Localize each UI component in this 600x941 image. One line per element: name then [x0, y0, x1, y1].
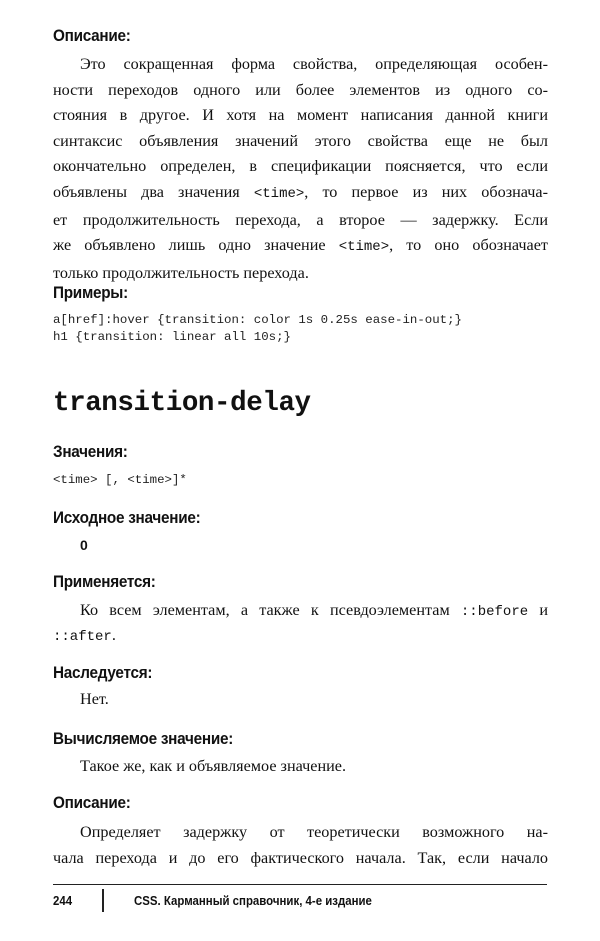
- example-code-line: h1 {transition: linear all 10s;}: [53, 330, 291, 344]
- computed-value-heading: Вычисляемое значение:: [53, 729, 234, 748]
- computed-value: Такое же, как и объявляемое значение.: [80, 757, 347, 775]
- time-token: <time>: [253, 185, 305, 202]
- footer-separator: [102, 889, 104, 912]
- time-token: <time>: [338, 239, 390, 256]
- applies-to-line1: Ко всем элементам, а также к псевдоэлементам ::before и: [80, 601, 548, 620]
- footer-rule: [53, 884, 547, 885]
- description-paragraph: Это сокращенная форма свойства, определяющая особен- ности переходов одного или более элементов из одного со- стояния в другое. И хотя на момент написания данной книги синтаксис объявления значений этого свойства еще не был окончательно определен, в спецификации поясняется, что если объявлены два значения <time>, то первое из них обознача- ет продолжительность перехода, а второе — задержку. Если же объявлено лишь одно значение <time>, то оно обозначает только продолжительность перехода.: [53, 55, 548, 282]
- description-heading: Описание:: [53, 26, 131, 45]
- values-heading: Значения:: [53, 442, 128, 461]
- applies-to-line2: ::after.: [53, 626, 116, 645]
- page-number: 244: [53, 893, 73, 908]
- example-code-line: a[href]:hover {transition: color 1s 0.25s ease-in-out;}: [53, 313, 462, 327]
- initial-value: 0: [80, 537, 88, 553]
- inherited-value: Нет.: [80, 690, 109, 708]
- applies-to-heading: Применяется:: [53, 572, 156, 591]
- description-heading: Описание:: [53, 793, 131, 812]
- values-syntax: <time> [, <time>]*: [53, 473, 187, 487]
- description-paragraph: Определяет задержку от теоретически возможного на- чала перехода и до его фактического начала. Так, если начало: [53, 823, 548, 867]
- inherited-heading: Наследуется:: [53, 663, 153, 682]
- property-title: transition-delay: [53, 388, 311, 419]
- initial-value-heading: Исходное значение:: [53, 508, 201, 527]
- examples-heading: Примеры:: [53, 283, 128, 302]
- book-title: CSS. Карманный справочник, 4-е издание: [134, 893, 372, 908]
